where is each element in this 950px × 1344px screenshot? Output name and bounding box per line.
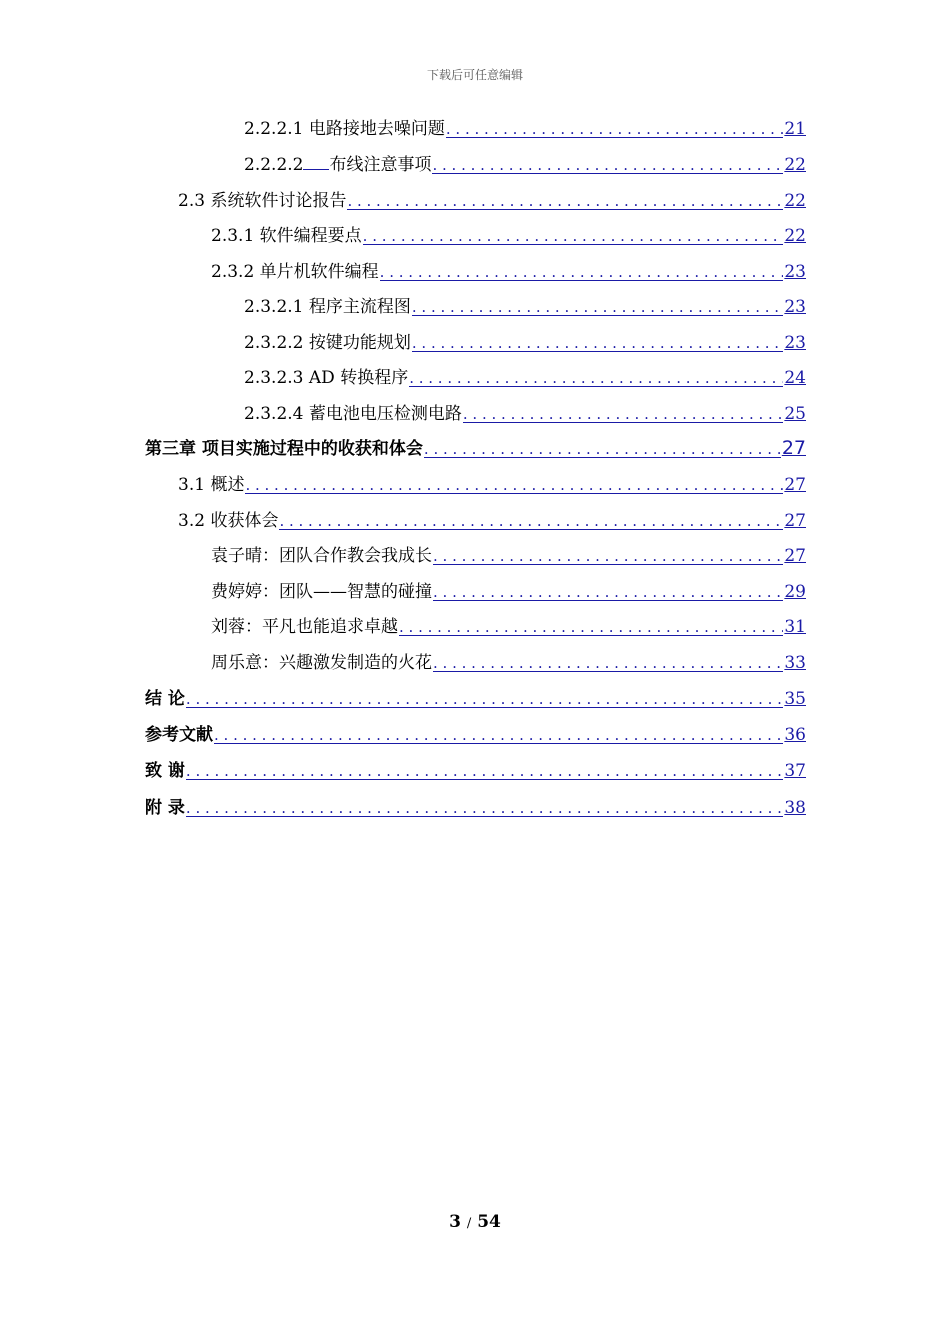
- toc-leader: [412, 299, 783, 316]
- toc-entry[interactable]: [178, 470, 806, 496]
- toc-page-number[interactable]: 23: [784, 333, 806, 353]
- toc-entry-label: 附 录: [145, 798, 185, 818]
- toc-page-number[interactable]: 24: [784, 368, 806, 388]
- toc-page-number[interactable]: 27: [784, 511, 806, 531]
- toc-entry-label: 2.3 系统软件讨论报告: [178, 191, 347, 211]
- toc-entry-label: 2.3.2.3 AD 转换程序: [244, 368, 409, 388]
- toc-entry-label: 3.2 收获体会: [178, 511, 279, 531]
- toc-page-number[interactable]: 31: [784, 617, 806, 637]
- toc-entry-label: 费婷婷：团队——智慧的碰撞: [211, 582, 432, 602]
- toc-leader: [347, 193, 783, 210]
- toc-leader: [245, 477, 783, 494]
- page-header: 下载后可任意编辑: [426, 68, 523, 82]
- toc-leader: [186, 800, 783, 817]
- toc-entry-label: 2.2.2.2 布线注意事项: [244, 155, 432, 175]
- toc-leader: [214, 727, 783, 744]
- toc-page-number[interactable]: 22: [784, 155, 806, 175]
- toc-leader: [412, 335, 783, 352]
- toc-entry[interactable]: [211, 221, 806, 247]
- toc-leader: [409, 370, 783, 387]
- toc-page-number[interactable]: 36: [784, 725, 806, 745]
- toc-entry-label: 3.1 概述: [178, 475, 245, 495]
- toc-entry-label: 2.3.2.4 蓄电池电压检测电路: [244, 404, 462, 424]
- toc-leader: [433, 584, 783, 601]
- toc-leader: [279, 513, 783, 530]
- toc-entry[interactable]: [211, 612, 806, 638]
- toc-entry-label: 周乐意：兴趣激发制造的火花: [211, 653, 432, 673]
- toc-page-number[interactable]: 35: [784, 689, 806, 709]
- toc-page-number[interactable]: 27: [784, 546, 806, 566]
- toc-page-number[interactable]: 29: [784, 582, 806, 602]
- toc-page-number[interactable]: 37: [784, 761, 806, 781]
- toc-leader: [432, 157, 783, 174]
- toc-entry[interactable]: [244, 292, 806, 318]
- toc-leader: [186, 691, 783, 708]
- toc-page-number[interactable]: 33: [784, 653, 806, 673]
- toc-leader: [186, 763, 783, 780]
- toc-entry-label: 第三章 项目实施过程中的收获和体会: [145, 439, 423, 459]
- toc-leader: [399, 619, 783, 636]
- toc-entry-label: 致 谢: [145, 761, 185, 781]
- toc-entry-label: 结 论: [145, 689, 185, 709]
- toc-entry-label: 2.3.2 单片机软件编程: [211, 262, 379, 282]
- toc-page-number[interactable]: 25: [784, 404, 806, 424]
- toc-leader: [433, 548, 783, 565]
- toc-page-number[interactable]: 22: [784, 191, 806, 211]
- toc-entry-label: 2.2.2.1 电路接地去噪问题: [244, 119, 445, 139]
- toc-chapter-entry[interactable]: [145, 720, 806, 746]
- toc-entry[interactable]: [244, 150, 806, 176]
- toc-entry-label: 2.3.2.1 程序主流程图: [244, 297, 411, 317]
- toc-entry-label: 参考文献: [145, 725, 213, 745]
- toc-entry[interactable]: [244, 363, 806, 389]
- toc-page-number[interactable]: 23: [784, 262, 806, 282]
- toc-page-number[interactable]: 23: [784, 297, 806, 317]
- current-page-number: 3: [449, 1212, 461, 1232]
- toc-chapter-entry[interactable]: [145, 434, 806, 460]
- page-number-footer: [0, 1212, 950, 1232]
- toc-chapter-entry[interactable]: [145, 756, 806, 782]
- toc-leader: [446, 121, 783, 138]
- total-page-count: 54: [477, 1212, 501, 1232]
- toc-entry[interactable]: [178, 186, 806, 212]
- toc-entry[interactable]: [211, 541, 806, 567]
- toc-entry-label: 2.3.1 软件编程要点: [211, 226, 362, 246]
- toc-entry[interactable]: [211, 648, 806, 674]
- toc-entry[interactable]: [211, 577, 806, 603]
- toc-entry[interactable]: [244, 328, 806, 354]
- toc-chapter-entry[interactable]: [145, 684, 806, 710]
- toc-leader: [380, 264, 784, 281]
- toc-entry-label: 袁子晴：团队合作教会我成长: [211, 546, 432, 566]
- toc-entry-label: 刘蓉：平凡也能追求卓越: [211, 617, 398, 637]
- toc-page-number[interactable]: 38: [784, 798, 806, 818]
- page-separator: /: [466, 1216, 472, 1231]
- toc-leader: [363, 228, 784, 245]
- toc-entry[interactable]: [178, 506, 806, 532]
- toc-page-number[interactable]: 22: [784, 226, 806, 246]
- toc-page-number[interactable]: 21: [784, 119, 806, 139]
- toc-leader: [433, 655, 783, 672]
- toc-leader: [424, 441, 781, 458]
- toc-leader: [463, 406, 783, 423]
- toc-entry-label: 2.3.2.2 按键功能规划: [244, 333, 411, 353]
- toc-entry[interactable]: [244, 114, 806, 140]
- toc-page-number[interactable]: 27: [784, 475, 806, 495]
- toc-entry[interactable]: [244, 399, 806, 425]
- toc-entry[interactable]: [211, 257, 806, 283]
- toc-chapter-entry[interactable]: [145, 793, 806, 819]
- toc-page-number[interactable]: 27: [781, 437, 806, 459]
